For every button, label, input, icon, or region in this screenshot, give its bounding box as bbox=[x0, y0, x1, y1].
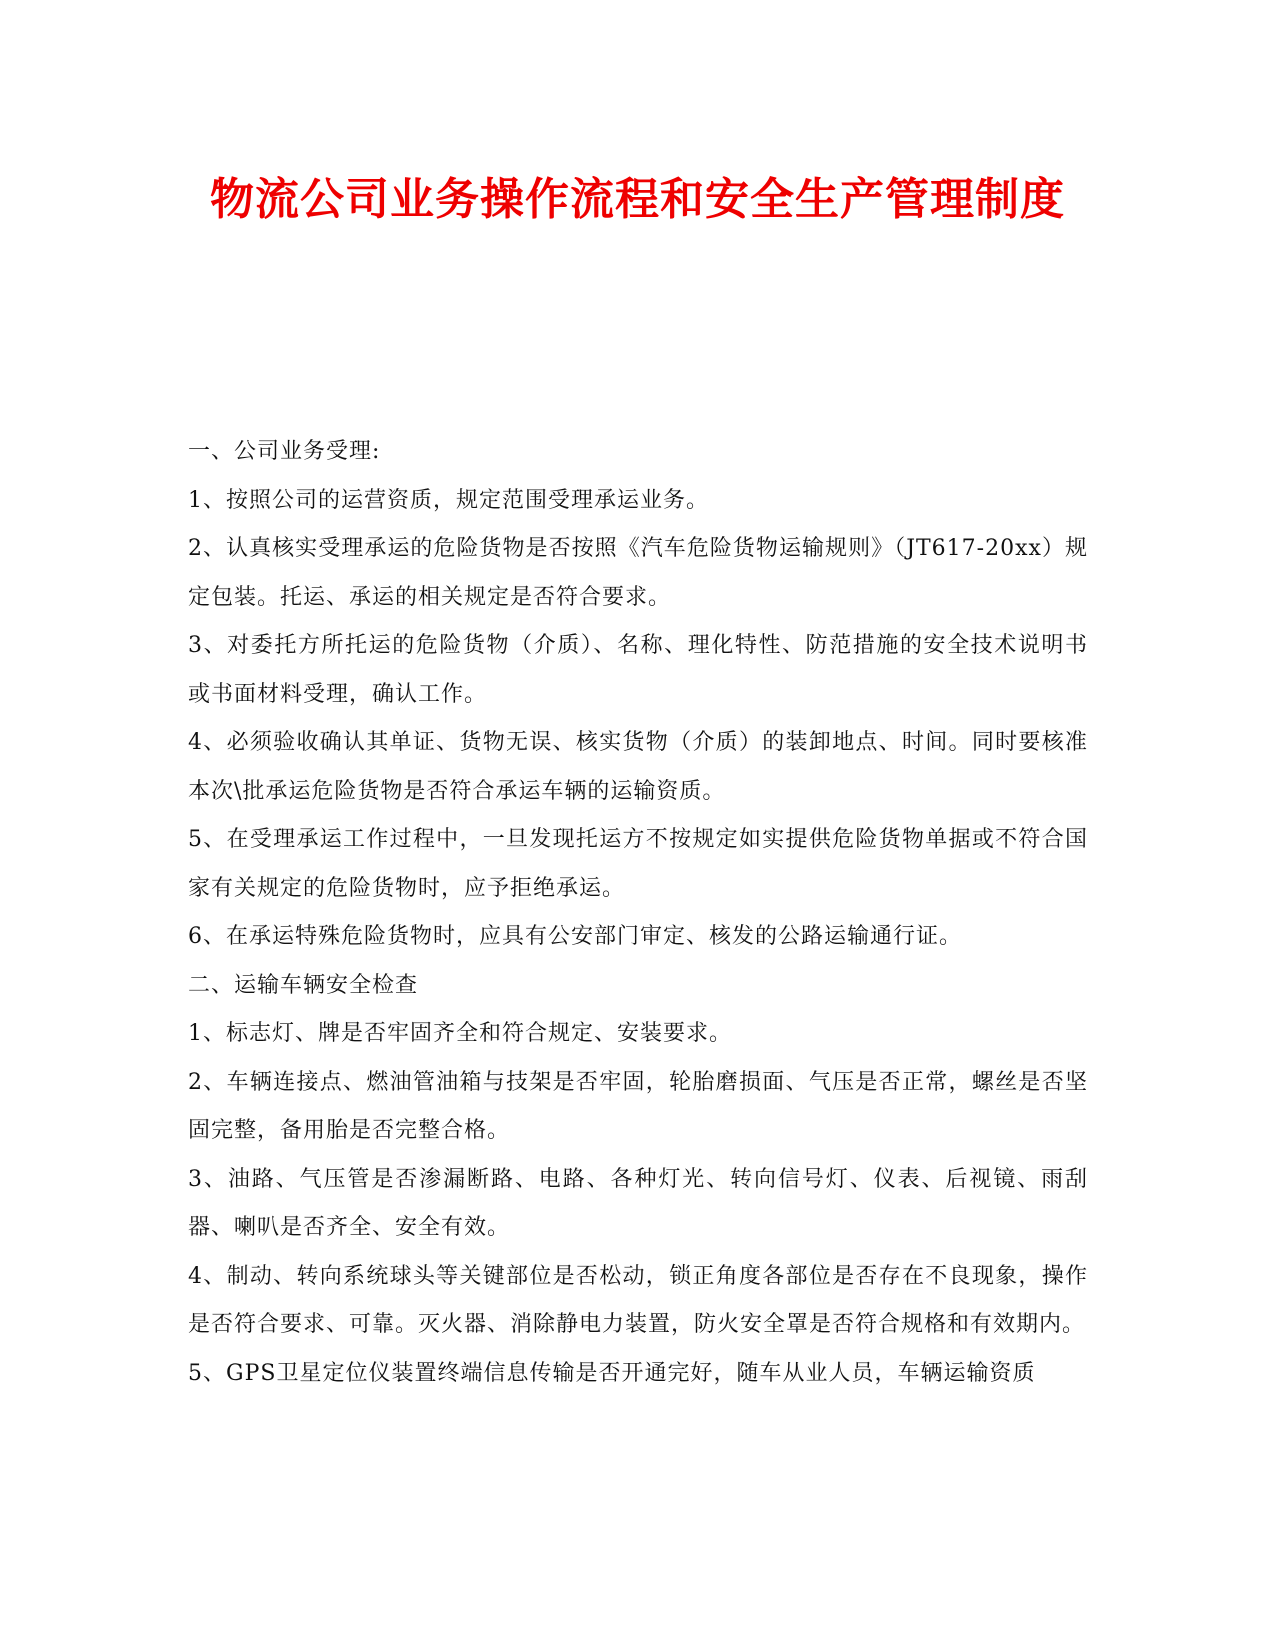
paragraph-item: 4、必须验收确认其单证、货物无误、核实货物（介质）的装卸地点、时间。同时要核准本次\批承运危险货物是否符合承运车辆的运输资质。 bbox=[188, 730, 1088, 804]
paragraph-item: 5、在受理承运工作过程中，一旦发现托运方不按规定如实提供危险货物单据或不符合国家有关规定的危险货物时，应予拒绝承运。 bbox=[188, 827, 1088, 901]
paragraph-item: 1、标志灯、牌是否牢固齐全和符合规定、安装要求。 bbox=[188, 1021, 732, 1046]
document-title: 物流公司业务操作流程和安全生产管理制度 bbox=[210, 174, 1065, 225]
paragraph-item: 6、在承运特殊危险货物时，应具有公安部门审定、核发的公路运输通行证。 bbox=[188, 924, 962, 949]
paragraph-item: 2、认真核实受理承运的危险货物是否按照《汽车危险货物运输规则》（JT617-20xx）规定包装。托运、承运的相关规定是否符合要求。 bbox=[188, 536, 1088, 610]
paragraph-item: 4、制动、转向系统球头等关键部位是否松动，锁正角度各部位是否存在不良现象，操作是否符合要求、可靠。灭火器、消除静电力装置，防火安全罩是否符合规格和有效期内。 bbox=[188, 1263, 1088, 1337]
paragraph-item: 3、油路、气压管是否渗漏断路、电路、各种灯光、转向信号灯、仪表、后视镜、雨刮器、喇叭是否齐全、安全有效。 bbox=[188, 1166, 1088, 1240]
paragraph-item: 2、车辆连接点、燃油管油箱与技架是否牢固，轮胎磨损面、气压是否正常，螺丝是否坚固完整，备用胎是否完整合格。 bbox=[188, 1069, 1088, 1143]
section-heading-vehicle-inspection: 二、运输车辆安全检查 bbox=[188, 972, 419, 998]
document-body bbox=[188, 428, 1088, 1398]
section-heading-business-acceptance: 一、公司业务受理: bbox=[188, 439, 381, 464]
paragraph-item: 1、按照公司的运营资质，规定范围受理承运业务。 bbox=[188, 487, 709, 513]
paragraph-item: 3、对委托方所托运的危险货物（介质）、名称、理化特性、防范措施的安全技术说明书或书面材料受理，确认工作。 bbox=[188, 633, 1088, 707]
paragraph-item: 5、GPS卫星定位仪装置终端信息传输是否开通完好，随车从业人员，车辆运输资质 bbox=[188, 1360, 1036, 1386]
